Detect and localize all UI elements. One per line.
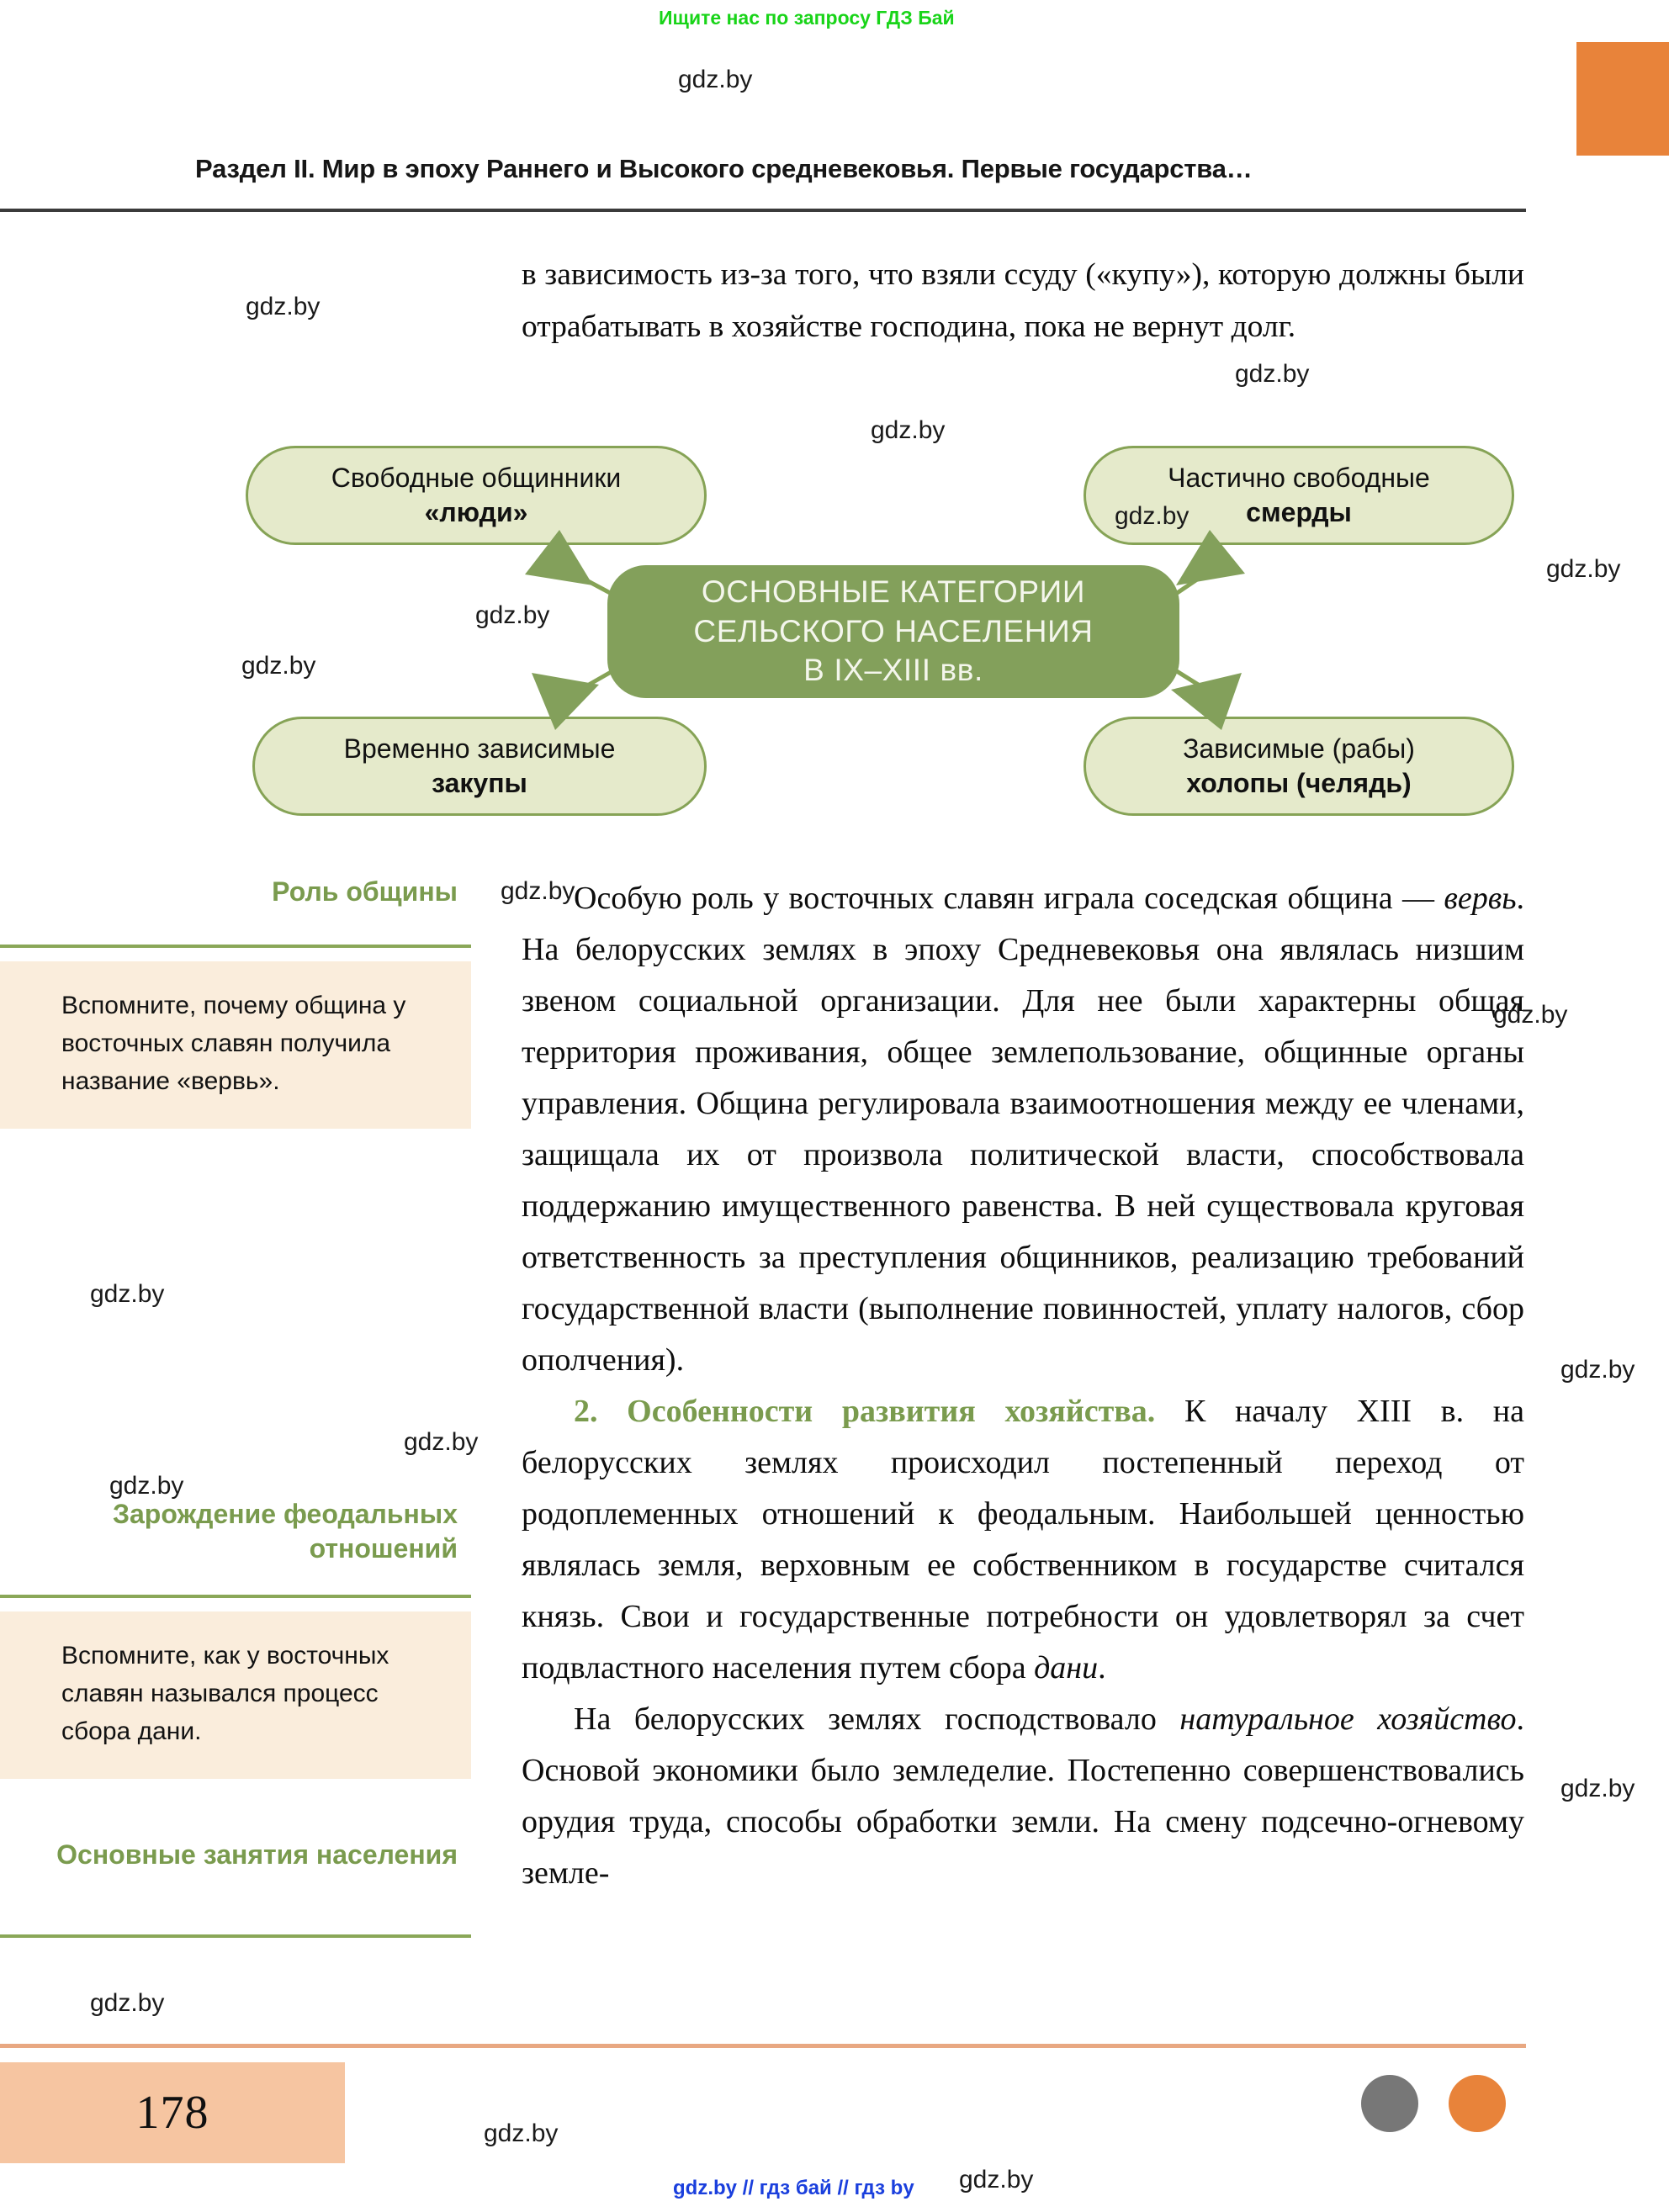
sidebar-recall-box-1: Вспомните, почему община у восточных славян получила название «вервь».	[0, 961, 471, 1129]
node-label-bottom: «люди»	[424, 497, 528, 527]
watermark-bottom-link: gdz.by // гдз бай // гдз by	[673, 2177, 914, 2199]
p2-part-b: .	[1098, 1650, 1106, 1685]
sidebar-divider-3	[0, 1934, 471, 1938]
paragraph-community-role	[522, 873, 1524, 1386]
page-number: 178	[135, 2087, 209, 2139]
node-label-top: Частично свободные	[1168, 462, 1430, 493]
paragraph-economy-development	[522, 1386, 1524, 1694]
node-label-bottom: холопы (челядь)	[1186, 768, 1412, 798]
p2-part-a: К началу XIII в. на белорусских землях происходил постепенный переход от родоплеменных отношений к феодальным. Наибольшей ценностью являлась земля, верховным ее собственником в государстве считался князь. Свои и государственные потребности он удовлетворял за счет подвластного населения путем сбора	[522, 1394, 1524, 1685]
center-line-1: ОСНОВНЫЕ КАТЕГОРИИ	[701, 574, 1086, 610]
watermark-gdz: gdz.by	[1560, 1356, 1635, 1384]
watermark-gdz: gdz.by	[404, 1428, 479, 1456]
watermark-gdz: gdz.by	[90, 1989, 165, 2017]
p3-italic-natural-economy: натуральное хозяйство	[1179, 1701, 1517, 1737]
watermark-gdz: gdz.by	[109, 1472, 184, 1500]
intro-paragraph: в зависимость из-за того, что взяли ссуду («купу»), которую должны были отрабатывать в хозяйстве господина, пока не вернут долг.	[522, 257, 1524, 344]
decorative-dot-grey	[1361, 2075, 1418, 2132]
p1-italic-verv: вервь	[1444, 881, 1517, 916]
watermark-gdz: gdz.by	[475, 601, 550, 629]
section-heading-2: 2. Особенности развития хозяйства.	[574, 1394, 1156, 1429]
main-text-column	[522, 873, 1524, 1899]
watermark-gdz: gdz.by	[1235, 360, 1310, 388]
sidebar-recall-box-2: Вспомните, как у восточных славян назывался процесс сбора дани.	[0, 1611, 471, 1779]
watermark-gdz: gdz.by	[90, 1280, 165, 1308]
node-label-top: Зависимые (рабы)	[1183, 733, 1415, 764]
watermark-gdz: gdz.by	[871, 416, 946, 444]
p2-italic-dani: дани	[1034, 1650, 1099, 1685]
sidebar-heading-main-occupations: Основные занятия населения	[56, 1839, 458, 1870]
diagram-center-node	[607, 565, 1179, 698]
page-header-title: Раздел II. Мир в эпоху Раннего и Высокого средневековья. Первые государства…	[195, 154, 1253, 183]
rural-population-categories-diagram	[0, 421, 1598, 841]
orange-corner-tab	[1576, 42, 1669, 156]
decorative-dot-orange	[1449, 2075, 1506, 2132]
footer-divider	[0, 2044, 1526, 2048]
node-label-top: Временно зависимые	[343, 733, 616, 764]
p3-part-b: . Основой экономики было земледелие. Постепенно совершенствовались орудия труда, способы обработки земли. На смену подсечно-огневому земле-	[522, 1701, 1524, 1891]
watermark-gdz: gdz.by	[1115, 502, 1189, 530]
watermark-gdz: gdz.by	[241, 652, 316, 680]
sidebar-heading-community-role: Роль общины	[272, 876, 458, 907]
p1-part-a: Особую роль у восточных славян играла соседская община —	[574, 881, 1444, 916]
watermark-gdz: gdz.by	[1546, 555, 1621, 583]
header-divider	[0, 209, 1526, 212]
watermark-gdz: gdz.by	[501, 877, 575, 905]
sidebar-heading-feudal-origins: Зарождение феодальных отношений	[112, 1499, 458, 1564]
watermark-gdz: gdz.by	[484, 2119, 559, 2147]
node-label-top: Свободные общинники	[331, 462, 622, 493]
sidebar-divider-1	[0, 945, 471, 948]
center-line-2: СЕЛЬСКОГО НАСЕЛЕНИЯ	[693, 613, 1094, 648]
sidebar-divider-2	[0, 1595, 471, 1598]
node-label-bottom: смерды	[1246, 497, 1352, 527]
watermark-gdz: gdz.by	[959, 2166, 1034, 2193]
watermark-gdz: gdz.by	[678, 66, 753, 93]
watermark-gdz: gdz.by	[1560, 1775, 1635, 1802]
watermark-gdz: gdz.by	[1493, 1001, 1568, 1029]
center-line-3: В IX–XIII вв.	[803, 653, 983, 688]
node-label-bottom: закупы	[432, 768, 527, 798]
watermark-gdz: gdz.by	[246, 293, 321, 320]
p3-part-a: На белорусских землях господствовало	[574, 1701, 1180, 1737]
p1-part-b: . На белорусских землях в эпоху Средневековья она являлась низшим звеном социальной организации. Для нее были характерны общая территория проживания, общее землепользование, общинные органы управления. Община регулировала взаимоотношения между ее членами, защищала их от произвола политической власти, способствовала поддержанию имущественного равенства. В ней существовала круговая ответственность за преступления общинников, реализацию требований государственной власти (выполнение повинностей, уплату налогов, сбор ополчения).	[522, 881, 1524, 1378]
paragraph-natural-economy	[522, 1694, 1524, 1899]
watermark-top-banner: Ищите нас по запросу ГДЗ Бай	[659, 7, 955, 29]
